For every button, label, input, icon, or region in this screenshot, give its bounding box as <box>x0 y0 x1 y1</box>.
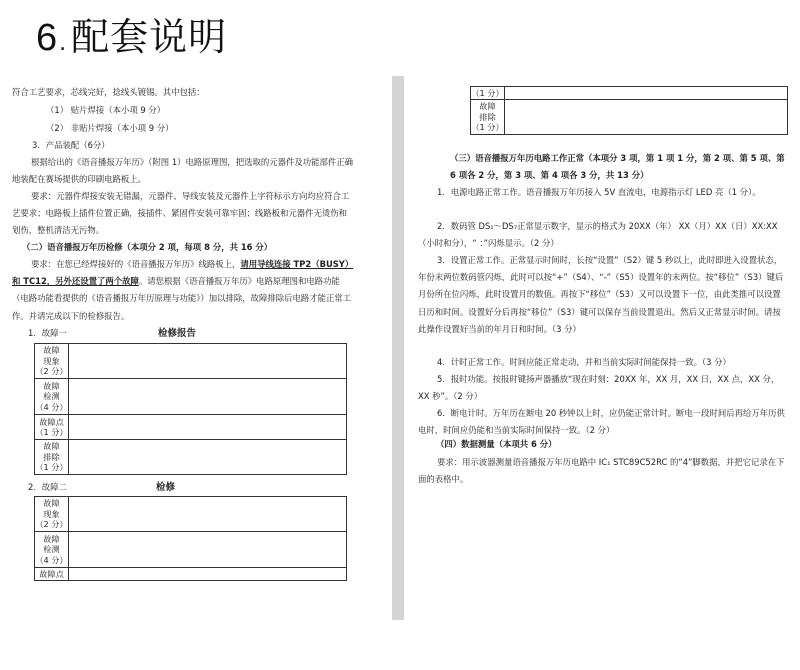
section3-item-3: 3．设置正常工作。正常显示时间时，长按“设置”（S2）键 5 秒以上，此时即进入设置状态，年份末两位数码管闪烁，此时可以按“+”（S4）、“-”（S5）设置年的末两位。按“移位”（S3）键后月份所在位闪烁，此时设置月的数值。再按下“移位”（S3）又可以设置下一位，由此类推可以设置日历和时间。设置好分后再按“移位”（S3）键可以保存当前设置退出。然后又正常显示时间。请按此操作设置好当前的年月日和时间。（3 分） <box>418 255 784 334</box>
continued-fix-label: 故障 排除 （1 分） <box>471 100 505 135</box>
section3-heading: （三）语音播报万年历电路工作正常（本项分 3 项，第 1 项 1 分，第 2 项、第 5 项、第 6 项各 2 分，第 3 项、第 4 项各 3 分，共 13 分） <box>450 153 785 181</box>
table-row <box>35 532 347 568</box>
fault2-point-cell[interactable] <box>69 568 347 581</box>
section3-item-5: 5．报时功能。按报时键扬声器播放“现在时刻：20XX 年，XX 月，XX 日，XX 点，XX 分，XX 秒”。（2 分） <box>418 374 780 402</box>
document-page-left <box>0 70 392 670</box>
fault2-detect-cell[interactable] <box>69 532 347 568</box>
fault2-detect-label: 故障 检测 （4 分） <box>35 532 69 568</box>
fault1-detect-label: 故障 检测 （4 分） <box>35 379 69 415</box>
continued-fix-cell[interactable] <box>505 100 788 135</box>
continued-score-label: （1 分） <box>471 87 504 98</box>
section2-text-1: 要求：在您已经焊接好的《语音播报万年历》线路板上， <box>31 259 241 269</box>
table-row <box>35 497 347 532</box>
section2-text-2: 。请您根据《语音播报万年历》电路原理图和电路功能（电路功能看提供的《语音播报万年历原理与功能》）加以排除，故障排除后电路才能正常工作。并请完成以下的检修报告。 <box>12 276 352 321</box>
title-number: 6 <box>36 17 59 59</box>
left-line-1: 符合工艺要求，芯线完好，捻线头镀锡。其中包括： <box>12 87 205 97</box>
section2-emphasis: 请用导线连接 TP2（BUSY）和 TC12，另外还设置了两个故障 <box>12 259 354 287</box>
fault2-point-label: 故障点 <box>35 568 69 581</box>
left-line-3: （2） 非贴片焊接（本小项 9 分） <box>46 123 174 133</box>
table-row <box>35 568 347 581</box>
fault1-fix-cell[interactable] <box>69 440 347 475</box>
document-page-right <box>404 70 800 670</box>
fault2-symptom-cell[interactable] <box>69 497 347 532</box>
section2-heading: （二）语音播报万年历检修（本项分 2 项，每项 8 分，共 16 分） <box>22 242 273 252</box>
continued-score-cell[interactable] <box>505 87 788 100</box>
section4-text: 要求：用示波器测量语音播报万年历电路中 IC₁ STC89C52RC 的“4”脚数据，并把它记录在下面的表格中。 <box>418 457 785 485</box>
table-row <box>35 344 347 379</box>
page-gap <box>392 76 404 620</box>
fault1-point-label: 故障点 （1 分） <box>35 415 69 440</box>
title-dot: . <box>59 31 68 56</box>
fault2-label: 2．故障二 <box>28 482 67 492</box>
table-row <box>471 87 788 100</box>
section4-heading: （四）数据测量（本项共 6 分） <box>436 439 557 449</box>
left-para-assembly: 根据给出的《语音播报万年历》（附图 1）电路原理图，把选取的元器件及功能部件正确地装配在赛场提供的印刷电路板上。 <box>12 157 354 185</box>
title-text: 配套说明 <box>71 15 228 59</box>
section3-item-2: 2．数码管 DS₁～DS₇正常显示数字，显示的格式为 20XX（年） XX（月）XX（日）XX:XX（小时和分），“ ：”闪烁显示。（2 分） <box>418 221 778 249</box>
table-row <box>35 440 347 475</box>
fault1-table <box>34 343 347 475</box>
fault1-detect-cell[interactable] <box>69 379 347 415</box>
fault1-fix-label: 故障 排除 （1 分） <box>35 440 69 475</box>
section2-para <box>12 256 354 325</box>
fault1-symptom-cell[interactable] <box>69 344 347 379</box>
table-row <box>35 415 347 440</box>
left-line-4: 3．产品装配（6分） <box>32 140 110 150</box>
left-para-requirements: 要求：元器件焊接安装无错漏，元器件、导线安装及元器件上字符标示方向均应符合工艺要求；电路板上插件位置正确，接插件、紧固件安装可靠牢固；线路板和元器件无烫伤和划伤，整机清洁无污物。 <box>12 191 350 236</box>
fault-continued-table <box>470 86 788 135</box>
section3-item-1: 1．电源电路正常工作。语音播报万年历接入 5V 直流电，电源指示灯 LED 亮（1 分）。 <box>437 187 761 197</box>
section3-item-6: 6．断电计时。万年历在断电 20 秒钟以上时，应仍能正常计时。断电一段时间后再给万年历供电时，时间应仍能和当前实际时间保持一致。（2 分） <box>418 408 785 436</box>
fault1-label: 1．故障一 <box>28 328 67 338</box>
table-row <box>35 379 347 415</box>
fault1-caption: 检修报告 <box>158 328 197 339</box>
fault1-header <box>28 327 197 339</box>
section3-item-4: 4．计时正常工作。时间应能正常走动，并和当前实际时间能保持一致。（3 分） <box>437 357 731 367</box>
fault2-table <box>34 496 347 581</box>
fault2-symptom-label: 故障 现象 （2 分） <box>35 497 69 532</box>
fault2-header <box>28 481 176 493</box>
left-line-2: （1） 贴片焊接（本小项 9 分） <box>46 105 166 115</box>
fault1-point-cell[interactable] <box>69 415 347 440</box>
fault2-caption: 检修 <box>156 482 176 493</box>
fault1-symptom-label: 故障 现象 （2 分） <box>35 344 69 379</box>
table-row <box>471 100 788 135</box>
page-title <box>36 6 227 61</box>
